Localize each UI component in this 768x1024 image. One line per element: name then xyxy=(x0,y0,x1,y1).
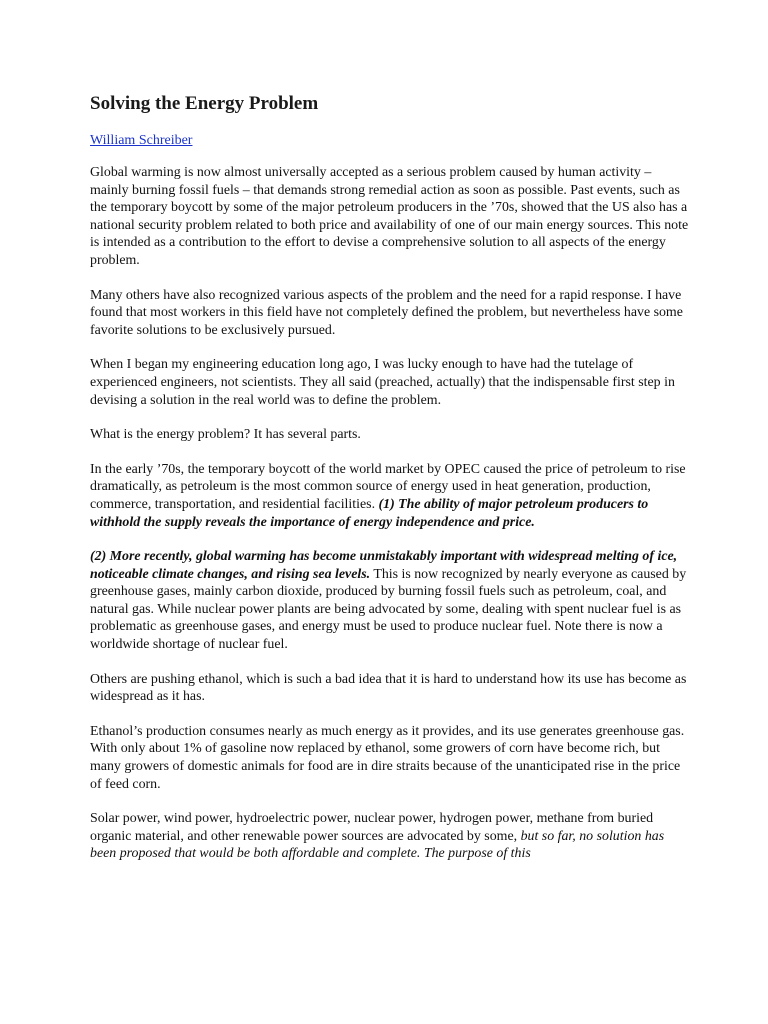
paragraph-ethanol-production: Ethanol’s production consumes nearly as much energy as it provides, and its use generates greenhouse gas. With only about 1% of gasoline now replaced by ethanol, some growers of corn have become rich, but many growers of domestic animals for food are in dire straits because of the unanticipated rise in the price of feed corn. xyxy=(90,723,685,792)
paragraph-question: What is the energy problem? It has several parts. xyxy=(90,427,361,443)
paragraph-global-warming-text: This is now recognized by nearly everyone as caused by greenhouse gases, mainly carbon dioxide, produced by burning fossil fuels such as petroleum, coal, and natural gas. While nuclear power plants are being advocated by some, dealing with spent nuclear fuel is as problematic as greenhouse gases, and energy must be used to produce nuclear fuel. Note there is now a worldwide shortage of nuclear fuel. xyxy=(90,566,687,653)
paragraph-global-warming-emphasis: (2) More recently, global warming has become unmistakably important with widespread melting of ice, noticeable climate changes, and rising sea levels. xyxy=(90,549,678,582)
paragraph-opec-text: In the early ’70s, the temporary boycott of the world market by OPEC caused the price of petroleum to rise dramatically, as petroleum is the most common source of energy used in heat generation, production, commerce, transportation, and residential facilities. xyxy=(90,461,686,512)
document-page xyxy=(90,92,690,863)
paragraph-education: When I began my engineering education long ago, I was lucky enough to have had the tutelage of experienced engineers, not scientists. They all said (preached, actually) that the indispensable first step in devising a solution in the real world was to define the problem. xyxy=(90,357,675,408)
document-title: Solving the Energy Problem xyxy=(90,93,319,114)
paragraph-global-warming xyxy=(90,548,690,654)
paragraph-others: Many others have also recognized various aspects of the problem and the need for a rapid response. I have found that most workers in this field have not completely defined the problem, but nevertheless have some favorite solutions to be exclusively pursued. xyxy=(90,287,683,338)
paragraph-renewables xyxy=(90,810,690,863)
paragraph-ethanol: Others are pushing ethanol, which is such a bad idea that it is hard to understand how its use has become as widespread as it has. xyxy=(90,671,687,705)
paragraph-renewables-text: Solar power, wind power, hydroelectric power, nuclear power, hydrogen power, methane from buried organic material, and other renewable power sources are advocated by some, xyxy=(90,811,654,844)
paragraph-opec xyxy=(90,461,690,531)
paragraph-renewables-italic: but so far, no solution has been proposed that would be both affordable and complete. The purpose of this xyxy=(90,828,665,862)
author-link[interactable]: William Schreiber xyxy=(90,133,193,148)
paragraph-intro: Global warming is now almost universally accepted as a serious problem caused by human activity – mainly burning fossil fuels – that demands strong remedial action as soon as possible. Past events, such as the temporary boycott by some of the major petroleum producers in the ’70s, showed that the US also has a national security problem related to both price and availability of one of our main energy sources. This note is intended as a contribution to the effort to devise a comprehensive solution to all aspects of the energy problem. xyxy=(90,165,689,268)
paragraph-opec-emphasis: (1) The ability of major petroleum producers to withhold the supply reveals the importance of energy independence and price. xyxy=(90,496,649,530)
